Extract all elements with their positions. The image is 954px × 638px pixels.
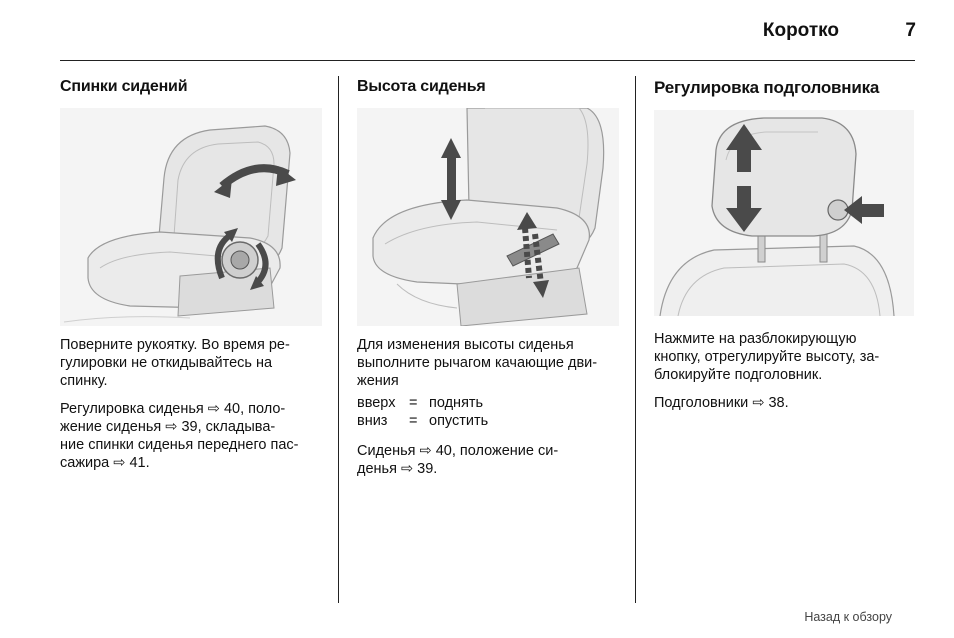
definition-row — [357, 412, 488, 430]
definition-key: вниз — [357, 413, 388, 429]
column-backrest — [60, 78, 325, 472]
column-divider-2 — [635, 76, 636, 603]
section-title: Коротко — [762, 20, 839, 41]
cross-reference-paragraph: Подголовники ⇨ 38. — [654, 395, 789, 411]
seat-backrest-adjustment-icon — [60, 108, 322, 326]
instruction-paragraph: Нажмите на разблокирующую кнопку, отрегулируйте высоту, за- блокируйте подголовник. — [654, 331, 880, 383]
cross-reference-paragraph: Сиденья ⇨ 40, положение си- денья ⇨ 39. — [357, 443, 559, 477]
page-number: 7 — [905, 20, 916, 41]
column-heading: Спинки сидений — [60, 78, 188, 95]
definition-list — [357, 394, 488, 430]
definition-value: опустить — [429, 413, 489, 429]
definition-equals: = — [409, 395, 418, 411]
headrest-adjustment-icon — [654, 110, 914, 316]
column-heading: Высота сиденья — [357, 78, 486, 95]
definition-key: вверх — [357, 395, 396, 411]
instruction-paragraph: Поверните рукоятку. Во время ре- гулировки не откидывайтесь на спинку. — [60, 337, 290, 389]
definition-value: поднять — [429, 395, 484, 411]
seat-height-lever-icon — [357, 108, 619, 326]
definition-equals: = — [409, 413, 418, 429]
column-seat-height — [357, 78, 625, 478]
column-divider-1 — [338, 76, 339, 603]
instruction-paragraph: Для изменения высоты сиденья выполните рычагом качающие дви- жения — [357, 337, 598, 389]
column-headrest — [654, 78, 916, 412]
header-divider — [60, 60, 915, 61]
cross-reference-paragraph: Регулировка сиденья ⇨ 40, поло- жение сиденья ⇨ 39, складыва- ние спинки сиденья переднего пас- сажира ⇨ 41. — [60, 401, 299, 471]
definition-row — [357, 394, 488, 412]
back-to-overview-link[interactable]: Назад к обзору — [804, 610, 892, 624]
column-heading: Регулировка подголовника — [654, 78, 880, 97]
